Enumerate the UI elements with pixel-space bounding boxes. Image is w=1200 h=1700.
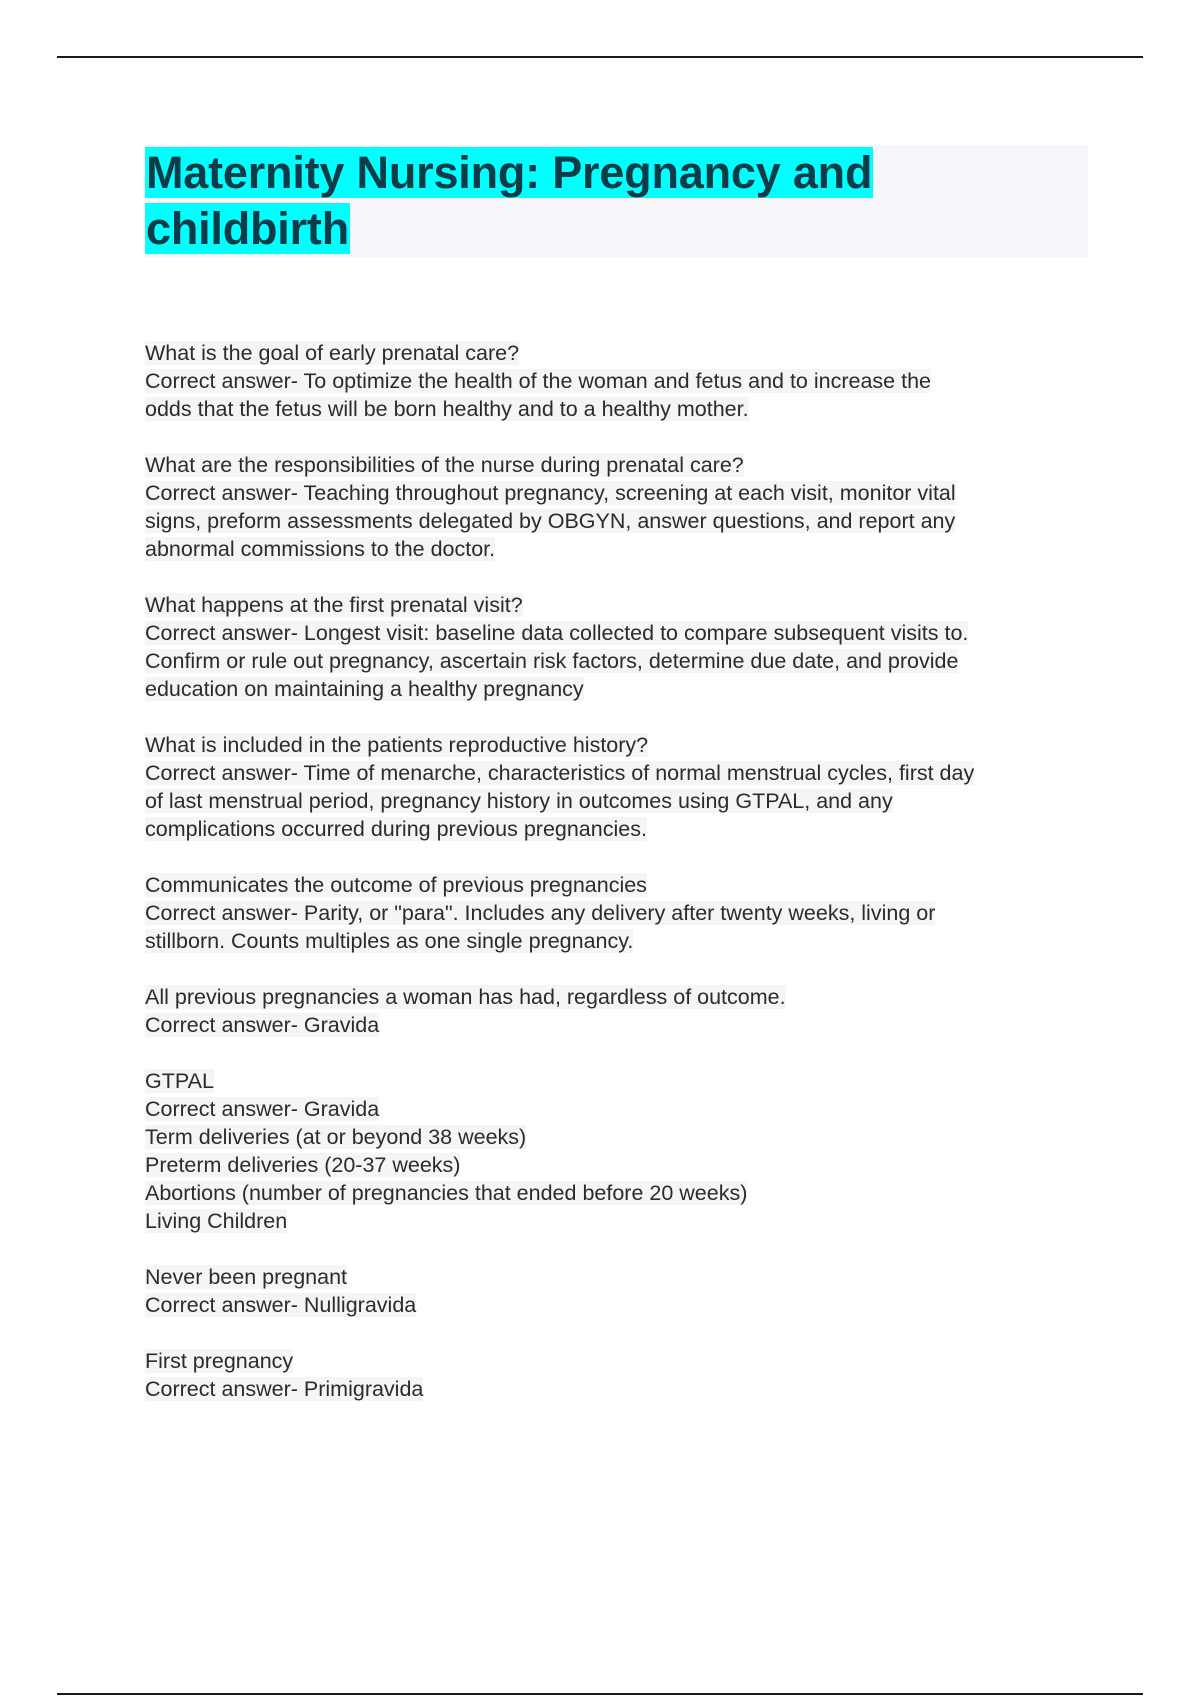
qa-item (145, 451, 1105, 563)
answer-text: complications occurred during previous pregnancies. (145, 817, 647, 841)
qa-item (145, 983, 1105, 1039)
question-text: First pregnancy (145, 1349, 294, 1373)
answer-text: Abortions (number of pregnancies that ended before 20 weeks) (145, 1181, 748, 1205)
question-text: What is the goal of early prenatal care? (145, 341, 520, 365)
answer-text: Living Children (145, 1209, 288, 1233)
answer-text: signs, preform assessments delegated by OBGYN, answer questions, and report any (145, 509, 956, 533)
answer-text: Correct answer- Longest visit: baseline data collected to compare subsequent visits to. (145, 621, 969, 645)
qa-list (145, 339, 1105, 1431)
question-text: What are the responsibilities of the nurse during prenatal care? (145, 453, 744, 477)
answer-text: Correct answer- Gravida (145, 1097, 380, 1121)
answer-text: Correct answer- Time of menarche, characteristics of normal menstrual cycles, first day (145, 761, 975, 785)
title-line-2: childbirth (146, 203, 349, 254)
question-text: What happens at the first prenatal visit? (145, 593, 523, 617)
answer-text: Correct answer- Gravida (145, 1013, 380, 1037)
qa-item (145, 1347, 1105, 1403)
answer-text: Correct answer- To optimize the health of the woman and fetus and to increase the (145, 369, 931, 393)
answer-text: Correct answer- Teaching throughout pregnancy, screening at each visit, monitor vital (145, 481, 956, 505)
answer-text: Term deliveries (at or beyond 38 weeks) (145, 1125, 527, 1149)
question-text: All previous pregnancies a woman has had, regardless of outcome. (145, 985, 786, 1009)
question-text: What is included in the patients reproductive history? (145, 733, 649, 757)
qa-item (145, 1263, 1105, 1319)
answer-text: Correct answer- Parity, or "para". Includes any delivery after twenty weeks, living or (145, 901, 936, 925)
qa-item (145, 1067, 1105, 1235)
answer-text: odds that the fetus will be born healthy and to a healthy mother. (145, 397, 749, 421)
qa-item (145, 339, 1105, 423)
question-text: GTPAL (145, 1069, 214, 1093)
answer-text: education on maintaining a healthy pregnancy (145, 677, 584, 701)
answer-text: of last menstrual period, pregnancy history in outcomes using GTPAL, and any (145, 789, 893, 813)
qa-item (145, 591, 1105, 703)
qa-item (145, 871, 1105, 955)
answer-text: Correct answer- Primigravida (145, 1377, 424, 1401)
answer-text: abnormal commissions to the doctor. (145, 537, 496, 561)
answer-text: Correct answer- Nulligravida (145, 1293, 417, 1317)
answer-text: Preterm deliveries (20-37 weeks) (145, 1153, 461, 1177)
title-line-1: Maternity Nursing: Pregnancy and (146, 147, 873, 198)
top-rule (57, 56, 1143, 58)
answer-text: stillborn. Counts multiples as one single pregnancy. (145, 929, 634, 953)
page-title (145, 145, 1088, 257)
bottom-rule (57, 1693, 1143, 1695)
question-text: Communicates the outcome of previous pregnancies (145, 873, 647, 897)
question-text: Never been pregnant (145, 1265, 348, 1289)
qa-item (145, 731, 1105, 843)
answer-text: Confirm or rule out pregnancy, ascertain risk factors, determine due date, and provide (145, 649, 959, 673)
title-block (145, 145, 1088, 257)
